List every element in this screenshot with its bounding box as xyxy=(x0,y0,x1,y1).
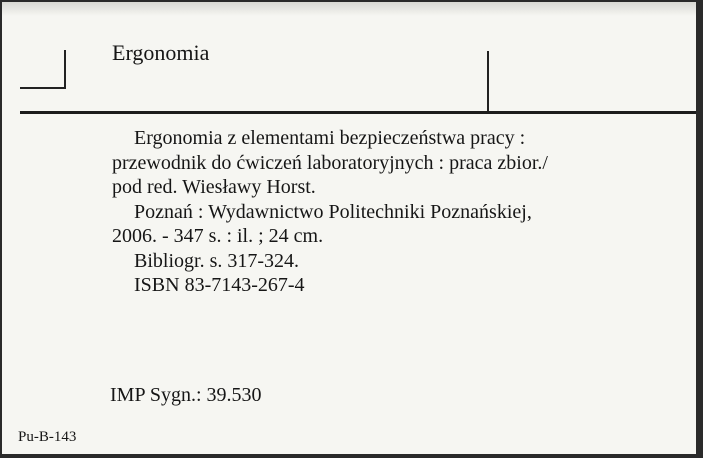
horizontal-rule xyxy=(20,111,696,114)
description-line: 2006. - 347 s. : il. ; 24 cm. xyxy=(112,225,324,247)
description-line: Ergonomia z elementami bezpieczeństwa pracy : xyxy=(134,127,526,149)
card-heading: Ergonomia xyxy=(112,40,210,65)
corner-mark-horizontal xyxy=(20,87,66,89)
catalog-card xyxy=(2,2,696,454)
bibliographic-description xyxy=(112,126,672,298)
vertical-rule xyxy=(487,51,489,113)
description-line: Bibliogr. s. 317-324. xyxy=(134,249,300,272)
card-code: Pu-B-143 xyxy=(18,429,77,445)
description-line: pod red. Wiesławy Horst. xyxy=(112,176,316,198)
description-line: Poznań : Wydawnictwo Politechniki Poznańskiej, xyxy=(134,200,532,223)
corner-mark-vertical xyxy=(64,50,66,89)
shelf-signature: IMP Sygn.: 39.530 xyxy=(110,384,262,406)
description-line: ISBN 83-7143-267-4 xyxy=(134,274,305,296)
description-line: przewodnik do ćwiczeń laboratoryjnych : praca zbior./ xyxy=(112,151,548,174)
